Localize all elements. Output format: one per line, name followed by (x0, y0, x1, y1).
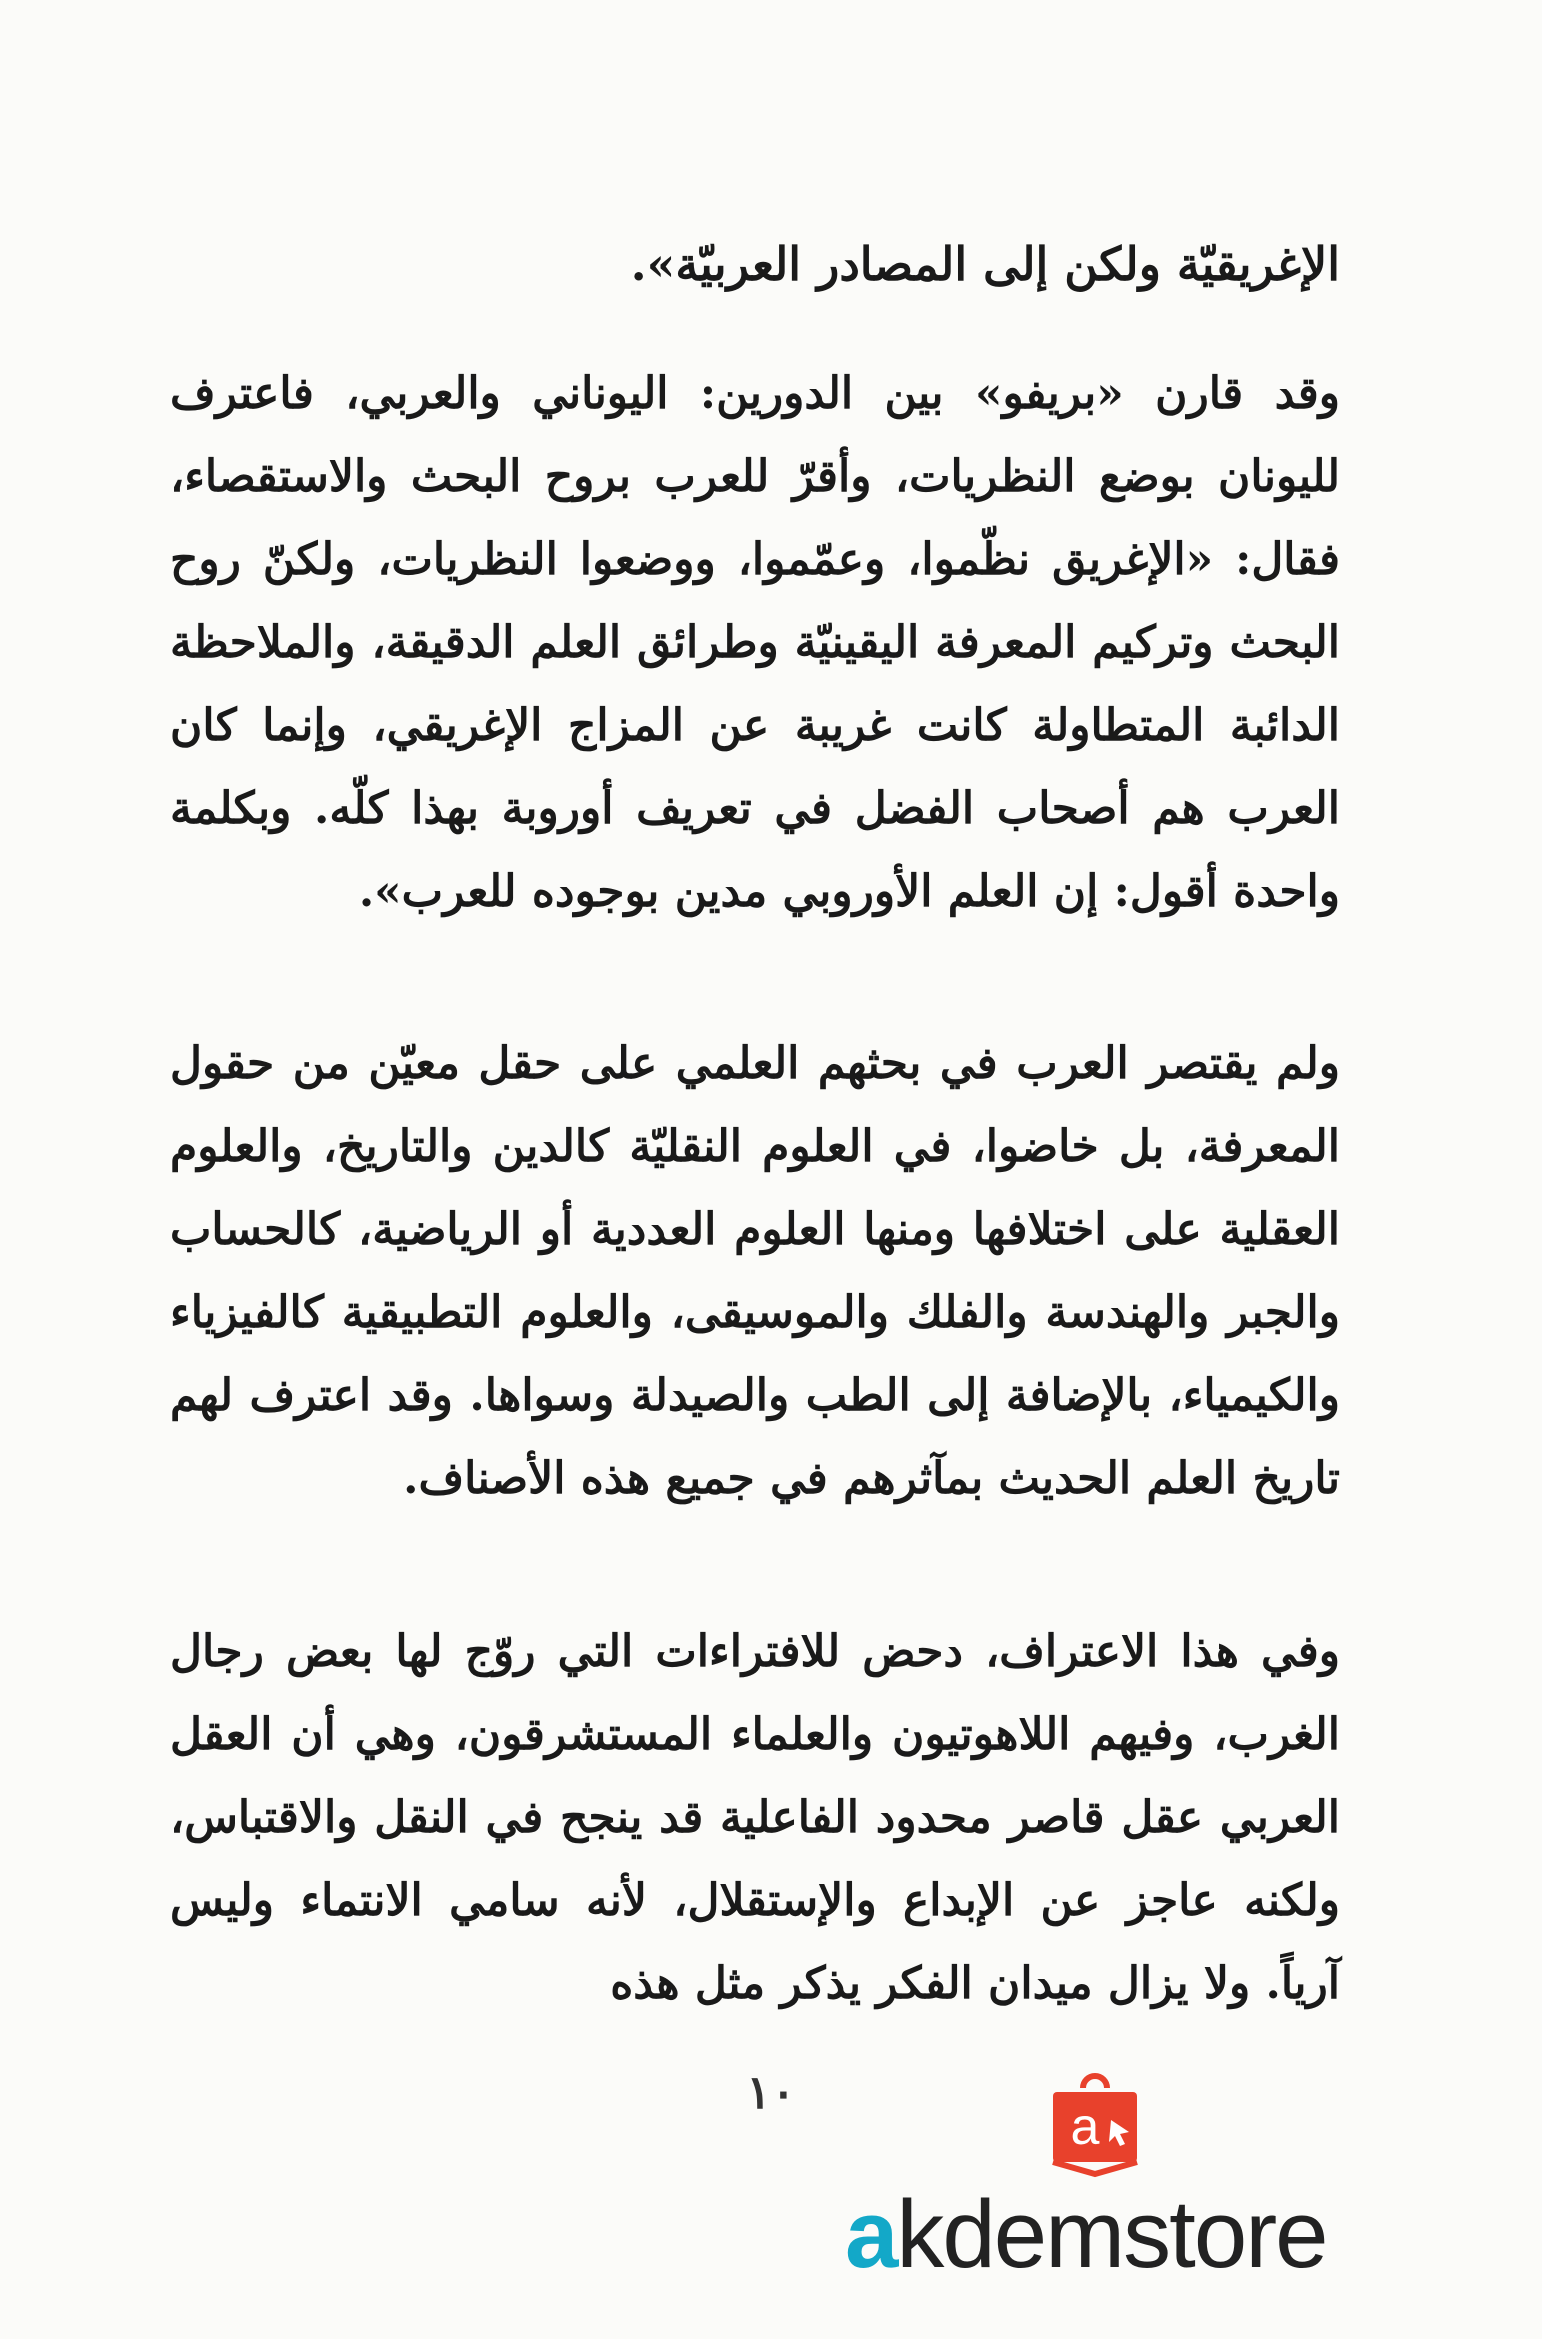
store-logo (845, 2070, 1365, 2290)
logo-word-rest: kdemstore (896, 2181, 1327, 2288)
page-number: ١٠ (746, 2065, 796, 2119)
logo-icon-letter: a (1070, 2098, 1100, 2156)
heading-line: الإغريقيّة ولكن إلى المصادر العربيّة». (630, 237, 1340, 291)
open-book-cart-icon (1045, 2070, 1145, 2180)
paragraph-3: وفي هذا الاعتراف، دحض للافتراءات التي روّج لها بعض رجال الغرب، وفيهم اللاهوتيون والعلماء المستشرقون، وهي أن العقل العربي عقل قاصر محدود الفاعلية قد ينجح في النقل والاقتباس، ولكنه عاجز عن الإبداع والإستقلال، لأنه سامي الانتماء وليس آرياً. ولا يزال ميدان الفكر يذكر مثل هذه (170, 1626, 1340, 2009)
logo-letter-a: a (845, 2181, 897, 2288)
logo-wordmark (845, 2180, 1327, 2290)
paragraph-2: ولم يقتصر العرب في بحثهم العلمي على حقل معيّن من حقول المعرفة، بل خاضوا، في العلوم النقليّة كالدين والتاريخ، والعلوم العقلية على اختلافها ومنها العلوم العددية أو الرياضية، كالحساب والجبر والهندسة والفلك والموسيقى، والعلوم التطبيقية كالفيزياء والكيمياء، بالإضافة إلى الطب والصيدلة وسواها. وقد اعترف لهم تاريخ العلم الحديث بمآثرهم في جميع هذه الأصناف. (170, 1038, 1340, 1504)
paragraph-1: وقد قارن «بريفو» بين الدورين: اليوناني والعربي، فاعترف لليونان بوضع النظريات، وأقرّ للعرب بروح البحث والاستقصاء، فقال: «الإغريق نظّموا، وعمّموا، ووضعوا النظريات، ولكنّ روح البحث وتركيم المعرفة اليقينيّة وطرائق العلم الدقيقة، والملاحظة الدائبة المتطاولة كانت غريبة عن المزاج الإغريقي، وإنما كان العرب هم أصحاب الفضل في تعريف أوروبة بهذا كلّه. وبكلمة واحدة أقول: إن العلم الأوروبي مدين بوجوده للعرب». (170, 368, 1340, 917)
